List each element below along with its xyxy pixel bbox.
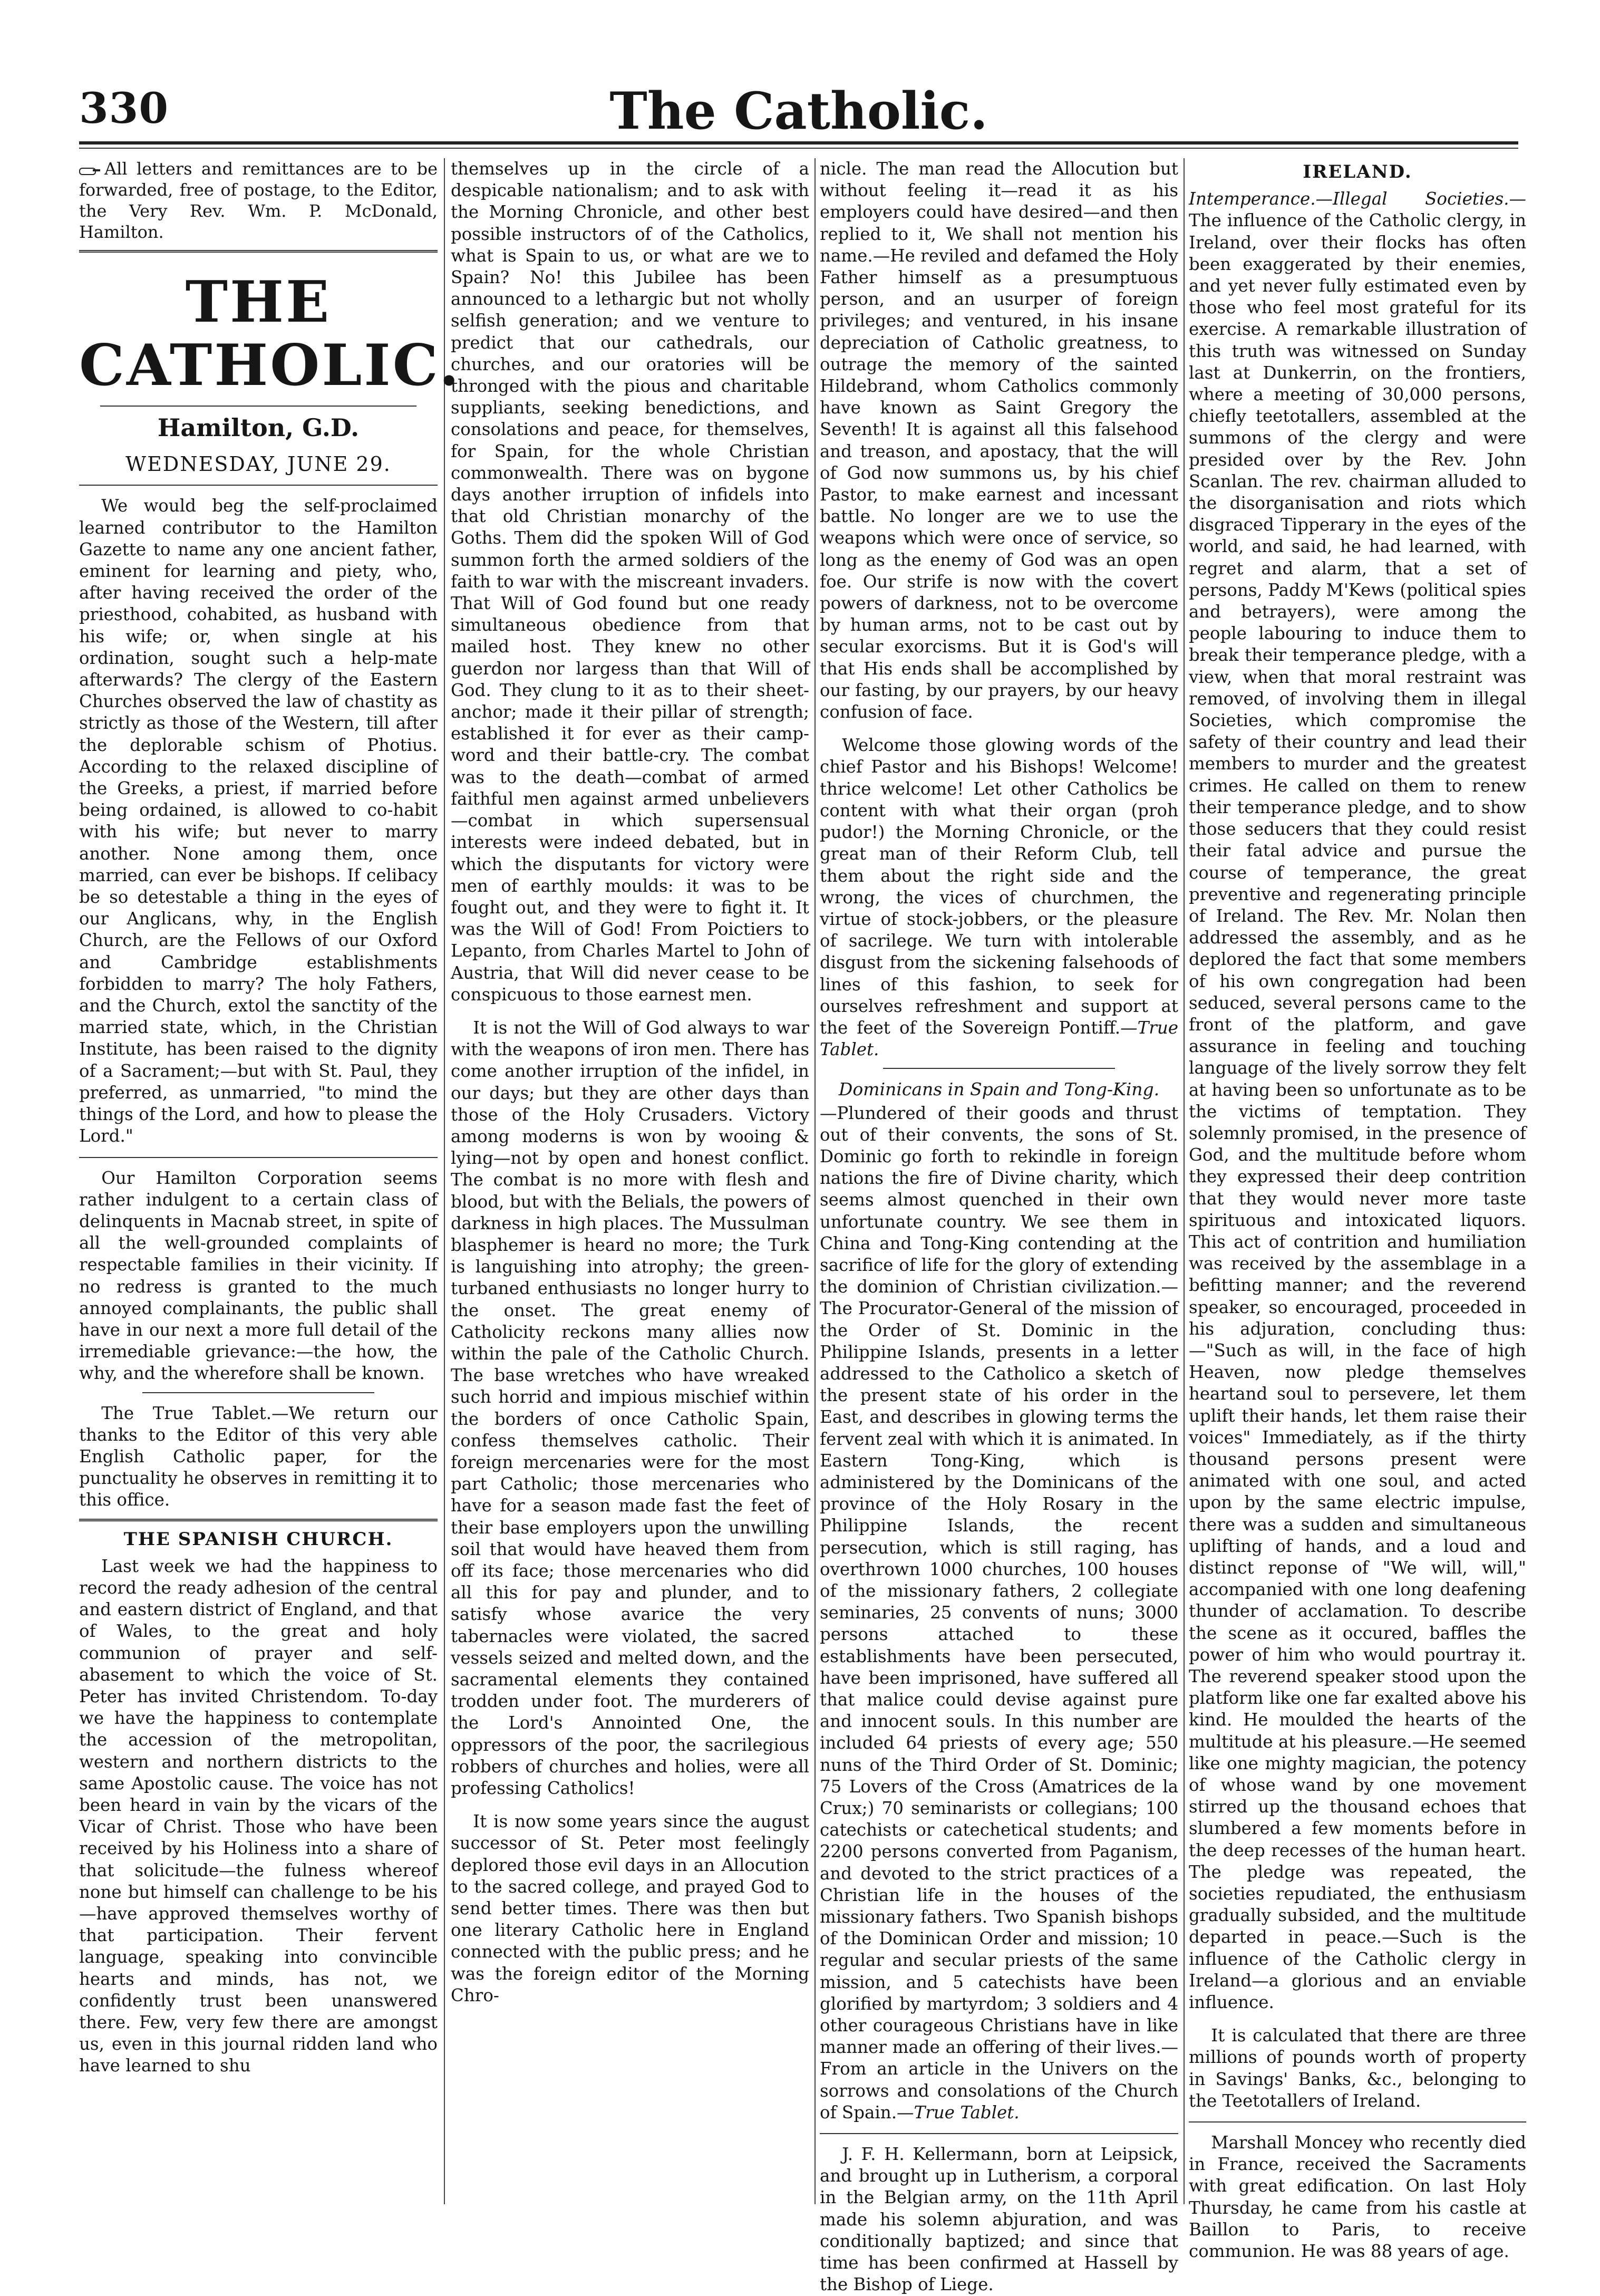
rule — [142, 1392, 374, 1393]
editor-notice-text: All letters and remittances are to be forwarded, free of postage, to the Editor, the Very Rev. Wm. P. McDonald, Hamilton. — [79, 159, 438, 242]
column-2 — [451, 158, 809, 2215]
section-title: THE SPANISH CHURCH. — [123, 1528, 393, 1550]
section-title: IRELAND. — [1303, 161, 1412, 182]
article-paragraph: It is calculated that there are three millions of pounds worth of property in Savings' Banks, &c., belonging to the Teetotallers of Ireland. — [1189, 2025, 1526, 2111]
rule — [79, 250, 438, 253]
article-paragraph: We would beg the self-proclaimed learned contributor to the Hamilton Gazette to name any one ancient father, eminent for learning and piety, who, after having received the order of the priesthood, cohabited, as husband with his wife; or, when single at his ordination, sought such a help-mate afterwards? The clergy of the Eastern Churches observed the law of chastity as strictly as those of the Western, till after the deplorable schism of Photius. According to the relaxed discipline of the Greeks, a priest, if married before being ordained, is allowed to co-habit with his wife; but never to marry another. None among them, once married, can ever be bishops. If celibacy be so detestable a thing in the eyes of our Anglicans, why, in the English Church, are the Fellows of our Oxford and Cambridge establishments forbidden to marry? The holy Fathers, and the Church, extol the sanctity of the married state, which, in the Christian Institute, has been raised to the dignity of a Sacrament;—but with St. Paul, they preferred, as unmarried, "to mind the things of the Lord, and how to please the Lord." — [79, 496, 438, 1146]
column-4 — [1189, 158, 1526, 2262]
rule — [1189, 2121, 1526, 2123]
article-subhead: Intemperance.—Illegal Societies.— — [1189, 189, 1526, 209]
rule — [79, 1519, 438, 1521]
article-paragraph: J. F. H. Kellermann, born at Leipsick, and brought up in Lutherism, a corporal in the Belgian army, on the 11th April made his solemn abjuration, and was conditionally baptized; and since that time has been confirmed at Hassell by the Bishop of Liege. — [820, 2144, 1178, 2295]
header-rule — [79, 141, 1518, 144]
article-paragraph — [820, 1103, 1178, 2124]
rule — [79, 485, 438, 486]
editor-notice — [79, 158, 438, 243]
rule — [79, 1157, 438, 1158]
article-paragraph: themselves up in the circle of a despicable nationalism; and to ask with the Morning Chronicle, and other best possible instructors of of the Catholics, what is Spain to us, or what are we to Spain? No! this Jubilee has been announced to a lethargic but not wholly selfish generation; and we venture to predict that our cathedrals, our churches, and our oratories will be thronged with the pious and charitable suppliants, seeking benedictions, and consolations and peace, for themselves, for Spain, for the whole Christian commonwealth. There was on bygone days another irruption of infidels into that old Christian monarchy of the Goths. Them did the spoken Will of God summon forth the armed soldiers of the faith to war with the miscreant invaders. That Will of God found but one ready simultaneous obedience from that mailed host. They knew no other guerdon nor largess than that Will of God. They clung to it as to their sheet-anchor; made it their pillar of strength; established it for ever as their camp-word and their battle-cry. The combat was to the death—combat of armed faithful men against armed unbelievers—combat in which supersensual interests were indeed debated, but in which the disputants for victory were men of earthly moulds: it was to be fought out, and they were to fight it. It was the Will of God! From Poictiers to Lepanto, from Charles Martel to John of Austria, that Will did never cease to be conspicuous to those earnest men. — [451, 159, 809, 1005]
header-rule-thin — [79, 148, 1518, 149]
source-credit: —True Tablet. — [820, 1017, 1178, 1060]
article-paragraph: It is now some years since the august successor of St. Peter most feelingly deplored those evil days in an Allocution to the sacred college, and prayed God to send better times. There was then but one literary Catholic here in England connected with the public press; and he was the foreign editor of the Morning Chro- — [451, 1811, 809, 2005]
spacer — [451, 1006, 809, 1017]
spacer — [451, 1799, 809, 1811]
column-divider — [1184, 158, 1185, 2204]
spacer — [1189, 2013, 1526, 2025]
rule — [820, 2133, 1178, 2134]
article-paragraph: Marshall Moncey who recently died in France, received the Sacraments with great edification. On last Holy Thursday, he came from his castle at Baillon to Paris, to receive communion. He was 88 years of age. — [1189, 2133, 1526, 2262]
article-paragraph — [1189, 188, 1526, 2013]
article-text: The influence of the Catholic clergy, in Ireland, over their flocks has often been exaggerated by their enemies, and yet never fully estimated even by those who feel most grateful for its exercise. A remarkable illustration of this truth was witnessed on Sunday last at Dunkerrin, on the frontiers, where a meeting of 30,000 persons, chiefly teetotallers, assembled at the summons of the clergy and were presided over by the Rev. John Scanlan. The rev. chairman alluded to the disorganisation and riots which disgraced Tipperary in the eyes of the world, and said, he had learned, with regret and alarm, that a set of persons, Paddy M'Kews (political spies and betrayers), were among the people labouring to induce them to break their temperance pledge, with a view, when that moral restraint was removed, of involving them in illegal Societies, which compromise the safety of their country and lead their members to murder and the greatest crimes. He called on them to renew their temperance pledge, and to show those seducers that they could resist their fatal advice and pursue the course of temperance, the great preventive and regenerating principle of Ireland. The Rev. Mr. Nolan then addressed the assembly, and as he deplored the fact that some members of his own congregation had been seduced, several persons came to the front of the platform, and gave assurance in feeling and touching language of the lively sorrow they felt at having been so unfortunate as to be the victims of temptation. They solemnly promised, in the presence of God, and the multitude before whom they expressed their deep contrition that they would never more taste spirituous and intoxicated liquors. This act of contrition and humiliation was received by the assemblage in a befitting manner; and the reverend speaker, so encouraged, proceeded in his adjuration, concluding thus:—"Such as will, in the face of high Heaven, now pledge themselves heartand soul to persevere, let them uplift their hands, let them raise their voices" Immediately, as if the thirty thousand persons present were animated with one soul, and acted upon by the same electric impulse, there was a sudden and simultaneous uplifting of hands, and a loud and distinct reponse of "We will, will," accompanied with one long deafening thunder of acclamation. To describe the scene as it occured, baffles the power of him who would pourtray it. The reverend speaker stood upon the platform like one far exalted above his kind. He moulded the hearts of the multitude at his pleasure.—He seemed like one mighty magician, the potency of whose wand by one movement stirred up the thousand echoes that slumbered a few moments before in the deep recesses of the human heart. The pledge was repeated, the societies repudiated, the enthusiasm gradually subsided, and the multitude departed in peace.—Such is the influence of the Catholic clergy in Ireland—a glorious and an enviable influence. — [1189, 210, 1526, 2013]
pointing-hand-icon — [79, 163, 101, 177]
masthead-title: THE CATHOLIC. — [79, 269, 461, 399]
article-paragraph: The True Tablet.—We return our thanks to the Editor of this very able English Catholic paper, for the punctuality he observes in remitting it to this office. — [79, 1403, 438, 1510]
article-subhead: Dominicans in Spain and Tong-King. — [838, 1079, 1160, 1100]
page-header — [79, 79, 1518, 141]
masthead-date: WEDNESDAY, JUNE 29. — [125, 452, 391, 476]
article-paragraph: nicle. The man read the Allocution but without feeling it—read it as his employers could have desired—and then replied to it, We shall not mention his name.—He reviled and defamed the Holy Father himself as a presumptuous person, and an usurper of foreign privileges; and ventured, in his insane depreciation of Catholic greatness, to outrage the memory of the sainted Hildebrand, whom Catholics commonly have known as Saint Gregory the Seventh! It is against all this falsehood and treason, and apostacy, that the will of God now summons us, by his chief Pastor, to make earnest and incessant battle. No longer are we to use the weapons which were once of service, so long as the enemy of God was an open foe. Our strife is now with the covert powers of darkness, not to be overcome by human arms, not to be cast out by secular exorcisms. But it is God's will that His ends shall be accomplished by our fasting, by our prayers, by our heavy confusion of face. — [820, 159, 1178, 722]
page-number: 330 — [79, 83, 169, 133]
article-paragraph: It is not the Will of God always to war with the weapons of iron men. There has come another irruption of the infidel, in our days; but they are other days than those of the Holy Crusaders. Victory among moderns is won by wooing & lying—not by open and honest conflict. The combat is no more with flesh and blood, but with the Belials, the powers of darkness in high places. The Mussulman blasphemer is heard no more; the Turk is languishing into atrophy; the green-turbaned enthusiasts no longer hurry to the onset. The great enemy of Catholicity reckons many allies now within the pale of the Catholic Church. The base wretches who have wreaked such horrid and impious mischief within the borders of once Catholic Spain, confess themselves catholic. Their foreign mercenaries were for the most part Catholic; those mercenaries who have for a season made fast the feet of their base employers upon the unwilling soil that would have heaved them from off its face; those mercenaries who did all this for pay and plunder, and to satisfy whose avarice the very tabernacles were violated, the sacred vessels seized and melted down, and the sacramental elements they contained trodden under foot. The murderers of the Lord's Annointed One, the oppressors of the poor, the sacrilegious robbers of churches and holies, were all professing Catholics! — [451, 1017, 809, 1799]
column-1 — [79, 158, 461, 2215]
rule — [883, 1068, 1115, 1069]
article-paragraph — [820, 735, 1178, 1060]
spacer — [820, 723, 1178, 735]
column-divider — [444, 158, 445, 2204]
column-3 — [820, 158, 1178, 2295]
article-paragraph: Our Hamilton Corporation seems rather indulgent to a certain class of delinquents in Macnab street, in spite of all the well-grounded complaints of respectable families in their vicinity. If no redress is granted to the much annoyed complainants, the public shall have in our next a more full detail of the irremediable grievance:—the how, the why, and the wherefore shall be known. — [79, 1168, 438, 1384]
masthead-place: Hamilton, G.D. — [157, 413, 360, 442]
column-divider — [814, 158, 816, 2204]
source-credit: —True Tablet. — [897, 2102, 1020, 2123]
newspaper-title: The Catholic. — [609, 81, 988, 141]
masthead — [79, 269, 461, 476]
article-text: Welcome those glowing words of the chief Pastor and his Bishops! Welcome! thrice welcome! Let other Catholics be content with what their organ (proh pudor!) the Morning Chronicle, or the great man of their Reform Club, tell them about the right side and the wrong, the vices of churchmen, the virtue of stock-jobbers, or the pleasure of sacrilege. We turn with intolerable disgust from the sickening falsehoods of lines of this fashion, to seek for ourselves refreshment and support at the feet of the Sovereign Pontiff. — [820, 735, 1178, 1038]
rule — [100, 406, 416, 407]
article-paragraph: Last week we had the happiness to record the ready adhesion of the central and eastern district of England, and that of Wales, to the great and holy communion of prayer and self-abasement to which the voice of St. Peter has invited Christendom. To-day we have the happiness to contemplate the accession of the metropolitan, western and northern districts to the same Apostolic cause. The voice has not been heard in vain by the vicars of the Vicar of Christ. Those who have been received by his Holiness into a share of that solicitude—the fulness whereof none but himself can challenge to be his—have approved themselves worthy of that participation. Their fervent language, speaking into convincible hearts and minds, has not, we confidently trust been unanswered there. Few, very few there are amongst us, even in this journal ridden land who have learned to shu — [79, 1556, 438, 2076]
article-text: —Plundered of their goods and thrust out of their convents, the sons of St. Dominic go forth to rekindle in foreign nations the fire of Divine charity, which seems almost quenched in their own unfortunate country. We see them in China and Tong-King contending at the sacrifice of life for the glory of extending the dominion of Christian civilization.—The Procurator-General of the mission of the Order of St. Dominic in the Philippine Islands, presents in a letter addressed to the Catholico a sketch of the present state of his order in the East, and describes in glowing terms the fervent zeal with which it is animated. In Eastern Tong-King, which is administered by the Dominicans of the province of the Holy Rosary in the Philippine Islands, the recent persecution, which is still raging, has overthrown 1000 churches, 100 houses of the missionary fathers, 2 collegiate seminaries, 25 convents of nuns; 3000 persons attached to these establishments have been persecuted, have been imprisoned, have suffered all that malice could devise against pure and innocent souls. In this number are included 64 priests of every age; 550 nuns of the Third Order of St. Dominic; 75 Lovers of the Cross (Amatrices de la Crux;) 70 seminarists or collegians; 100 catechists or catechetical students; and 2200 persons converted from Paganism, and devoted to the strict practices of a Christian life in the houses of the missionary fathers. Two Spanish bishops of the Dominican Order and mission; 10 regular and secular priests of the same mission, and 5 catechists have been glorified by martyrdom; 3 soldiers and 4 other courageous Christians have in like manner made an offering of their lives.—From an article in the Univers on the sorrows and consolations of the Church of Spain. — [820, 1103, 1178, 2123]
